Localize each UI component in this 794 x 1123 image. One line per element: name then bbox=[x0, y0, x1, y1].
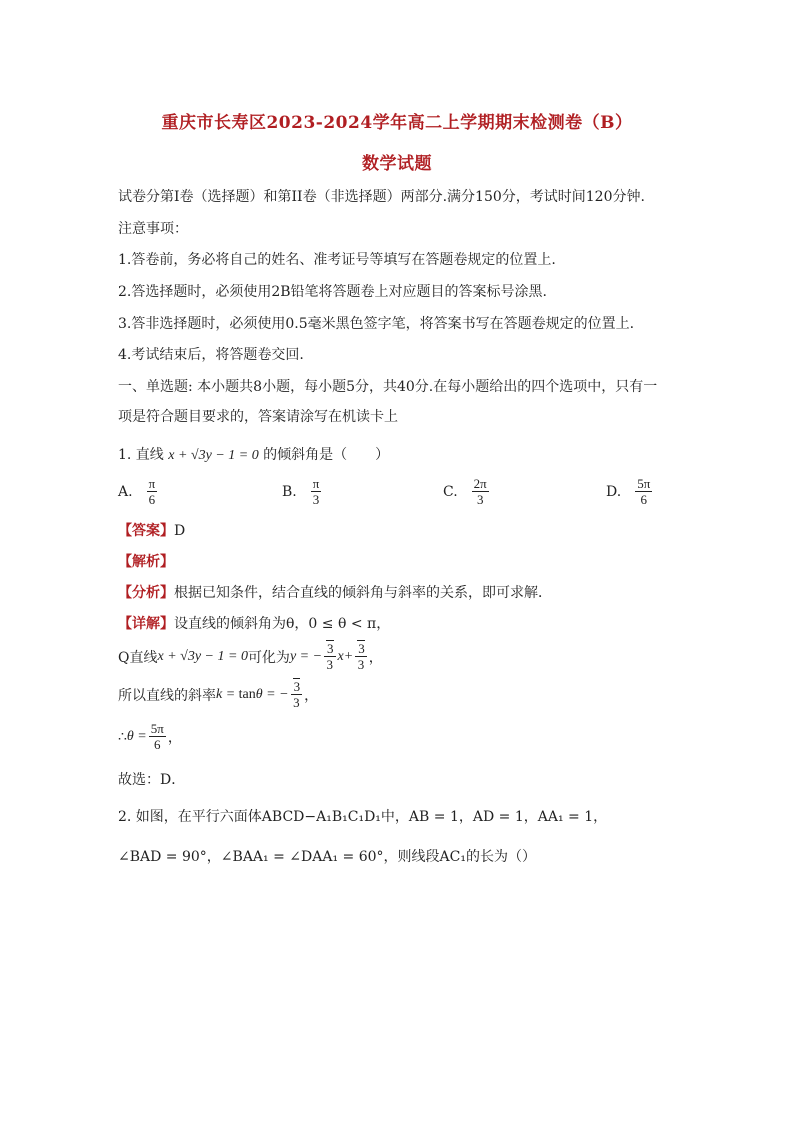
option-d-label: D. bbox=[606, 484, 622, 500]
fenxi-line bbox=[118, 582, 552, 602]
option-c-fraction: $\frac{2\pi}{3}$ bbox=[473, 476, 487, 507]
option-a[interactable] bbox=[118, 470, 159, 514]
answer-tag: 【答案】 bbox=[118, 523, 174, 539]
option-b-label: B. bbox=[282, 484, 297, 500]
option-b[interactable] bbox=[282, 470, 323, 514]
step1-prefix: Q直线 bbox=[118, 650, 158, 666]
intro-text: 试卷分第I卷（选择题）和第II卷（非选择题）两部分.满分150分，考试时间120分钟. bbox=[118, 189, 645, 205]
solution-step-1: Q直线 x + √3y − 1 = 0 可化为 y = − $\frac{3}{3}$ x+ $\frac{3}{3}$ ， bbox=[118, 641, 383, 672]
question-1-stem bbox=[118, 444, 389, 464]
page-subtitle: 数学试题 bbox=[362, 154, 432, 174]
step1-result: y = − bbox=[289, 649, 323, 664]
detail-line bbox=[118, 613, 390, 633]
question-1-number: 1. 直线 bbox=[118, 447, 164, 463]
section-heading-line1: 一、单选题: 本小题共8小题，每小题5分，共40分.在每小题给出的四个选项中，只有一 bbox=[118, 379, 658, 395]
answer-value: D bbox=[174, 523, 186, 539]
question-2-line2: ∠BAD = 90°，∠BAA₁ = ∠DAA₁ = 60°，则线段AC₁的长为（） bbox=[118, 849, 536, 865]
step2-slope: k = tanθ = − bbox=[216, 687, 289, 702]
option-a-fraction: $\frac{\pi}{6}$ bbox=[148, 476, 156, 507]
option-b-fraction: $\frac{\pi}{3}$ bbox=[312, 476, 320, 507]
conclusion: 故选：D． bbox=[118, 772, 186, 788]
note-3: 3.答非选择题时，必须使用0.5毫米黑色签字笔，将答案书写在答题卷规定的位置上. bbox=[118, 316, 635, 332]
step2-fraction: $\frac{3}{3}$ bbox=[291, 680, 303, 710]
note-4: 4.考试结束后，将答题卷交回. bbox=[118, 347, 304, 363]
notice-title: 注意事项： bbox=[118, 221, 188, 237]
section-heading-line2: 项是符合题目要求的，答案请涂写在机读卡上 bbox=[118, 409, 398, 425]
fenxi-text: 根据已知条件，结合直线的倾斜角与斜率的关系，即可求解． bbox=[174, 585, 552, 601]
step1-intercept-fraction: $\frac{3}{3}$ bbox=[355, 642, 367, 672]
solution-step-2: 所以直线的斜率 k = tanθ = − $\frac{3}{3}$ ， bbox=[118, 679, 319, 710]
question-2-line1: 2. 如图，在平行六面体ABCD−A₁B₁C₁D₁中，AB = 1，AD = 1，AA₁ = 1， bbox=[118, 809, 608, 825]
option-d[interactable] bbox=[606, 470, 654, 514]
page-title: 重庆市长寿区2023-2024学年高二上学期期末检测卷（B） bbox=[161, 113, 633, 133]
fenxi-tag: 【分析】 bbox=[118, 585, 174, 601]
solution-step-3: ∴ θ = $\frac{5\pi}{6}$ ， bbox=[118, 721, 182, 752]
analysis-tag: 【解析】 bbox=[118, 554, 174, 570]
step2-prefix: 所以直线的斜率 bbox=[118, 688, 216, 704]
note-1: 1.答卷前，务必将自己的姓名、准考证号等填写在答题卷规定的位置上. bbox=[118, 252, 556, 268]
note-2: 2.答选择题时，必须使用2B铅笔将答题卷上对应题目的答案标号涂黑. bbox=[118, 284, 548, 300]
question-1-stem-tail: 的倾斜角是（ ） bbox=[263, 447, 390, 463]
option-d-fraction: $\frac{5\pi}{6}$ bbox=[637, 476, 651, 507]
answer-line bbox=[118, 520, 185, 540]
step1-slope-fraction: $\frac{3}{3}$ bbox=[324, 642, 336, 672]
option-c[interactable] bbox=[443, 470, 491, 514]
detail-tag: 【详解】 bbox=[118, 616, 174, 632]
step1-equation: x + √3y − 1 = 0 bbox=[157, 649, 248, 664]
step3-fraction: $\frac{5\pi}{6}$ bbox=[150, 721, 164, 752]
step3-prefix: ∴ bbox=[118, 729, 127, 745]
question-1-equation: x + √3y − 1 = 0 bbox=[168, 448, 259, 463]
step1-mid: 可化为 bbox=[247, 650, 290, 666]
detail-text: 设直线的倾斜角为θ，0 ≤ θ < π， bbox=[174, 616, 391, 632]
option-c-label: C. bbox=[443, 484, 458, 500]
option-a-label: A. bbox=[118, 484, 133, 500]
